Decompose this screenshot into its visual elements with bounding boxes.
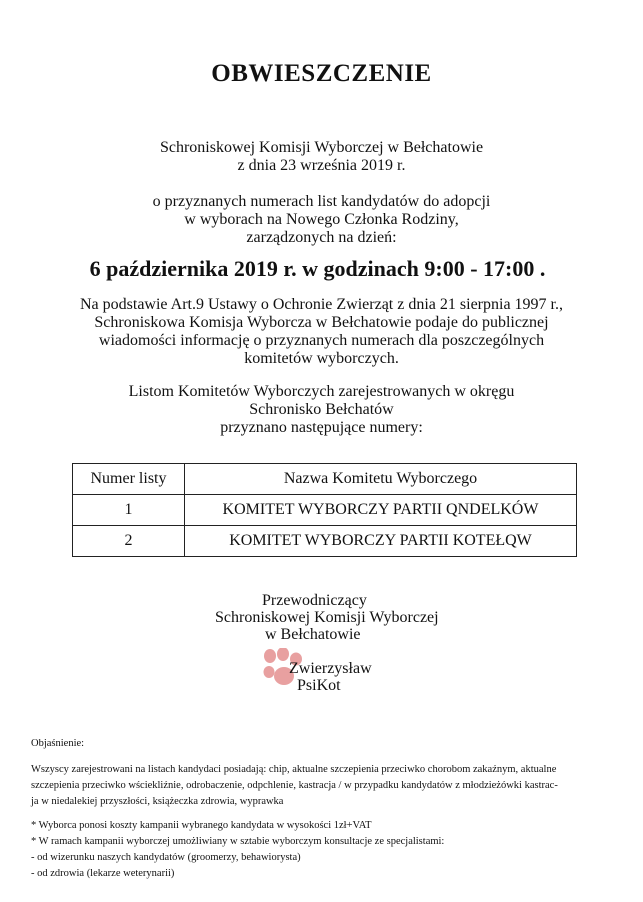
column-header-committee: Nazwa Komitetu Wyborczego bbox=[185, 464, 577, 495]
intro-line-1: o przyznanych numerach list kandydatów do adopcji bbox=[152, 193, 491, 210]
lists-line-3: przyznano następujące numery: bbox=[220, 419, 423, 436]
notes-image-specialists-line: - od wizerunku naszych kandydatów (groomerzy, behawiorysta) bbox=[31, 852, 301, 863]
signatory-name-first: Zwierzysław bbox=[289, 660, 372, 677]
list-number-cell: 2 bbox=[73, 526, 185, 557]
body-line-4: komitetów wyborczych. bbox=[244, 350, 399, 367]
table-row bbox=[73, 526, 577, 557]
issuer-line-1: Schroniskowej Komisji Wyborczej w Bełchatowie bbox=[159, 139, 484, 156]
committee-name-cell: KOMITET WYBORCZY PARTII QNDELKÓW bbox=[185, 495, 577, 526]
notes-consultation-line: * W ramach kampanii wyborczej umożliwiany w sztabie wyborczym konsultacje ze specjalistami: bbox=[31, 836, 445, 847]
notes-paragraph-1-line-2: szczepienia przeciwko wściekliźnie, odrobaczenie, odpchlenie, kastracja / w przypadku kandydatów z młodzieżówki kastrac- bbox=[31, 780, 558, 791]
lists-line-2: Schronisko Bełchatów bbox=[249, 401, 394, 418]
notes-heading: Objaśnienie: bbox=[31, 738, 85, 749]
committee-name-cell: KOMITET WYBORCZY PARTII KOTEŁQW bbox=[185, 526, 577, 557]
signatory-role-line-1: Przewodniczący bbox=[262, 592, 367, 609]
notes-cost-line: * Wyborca ponosi koszty kampanii wybranego kandydata w wysokości 1zł+VAT bbox=[31, 820, 372, 831]
table-row bbox=[73, 495, 577, 526]
body-line-2: Schroniskowa Komisja Wyborcza w Bełchatowie podaje do publicznej bbox=[94, 314, 549, 331]
notes-paragraph-1-line-1: Wszyscy zarejestrowani na listach kandydaci posiadają: chip, aktualne szczepienia przeciwko chorobom zakaźnym, aktualne bbox=[31, 764, 557, 775]
intro-line-3: zarządzonych na dzień: bbox=[246, 229, 397, 246]
column-header-number: Numer listy bbox=[73, 464, 185, 495]
notes-paragraph-1-line-3: ja w niedalekiej przyszłości, książeczka zdrowia, wyprawka bbox=[31, 796, 284, 807]
body-line-3: wiadomości informację o przyznanych numerach dla poszczególnych bbox=[98, 332, 545, 349]
signatory-role-line-3: w Bełchatowie bbox=[265, 626, 361, 643]
signatory-name-last: PsiKot bbox=[297, 677, 341, 694]
intro-line-2: w wyborach na Nowego Członka Rodziny, bbox=[184, 211, 459, 228]
table-header-row bbox=[73, 464, 577, 495]
list-number-cell: 1 bbox=[73, 495, 185, 526]
notes-health-specialists-line: - od zdrowia (lekarze weterynarii) bbox=[31, 868, 175, 879]
page-title: OBWIESZCZENIE bbox=[211, 60, 432, 87]
issuer-date-line: z dnia 23 września 2019 r. bbox=[237, 157, 406, 174]
election-date-line: 6 października 2019 r. w godzinach 9:00 - 17:00 . bbox=[89, 256, 546, 281]
signatory-role-line-2: Schroniskowej Komisji Wyborczej bbox=[215, 609, 439, 626]
lists-line-1: Listom Komitetów Wyborczych zarejestrowanych w okręgu bbox=[128, 383, 515, 400]
list-numbers-table bbox=[72, 463, 577, 557]
body-line-1: Na podstawie Art.9 Ustawy o Ochronie Zwierząt z dnia 21 sierpnia 1997 r., bbox=[80, 296, 563, 313]
